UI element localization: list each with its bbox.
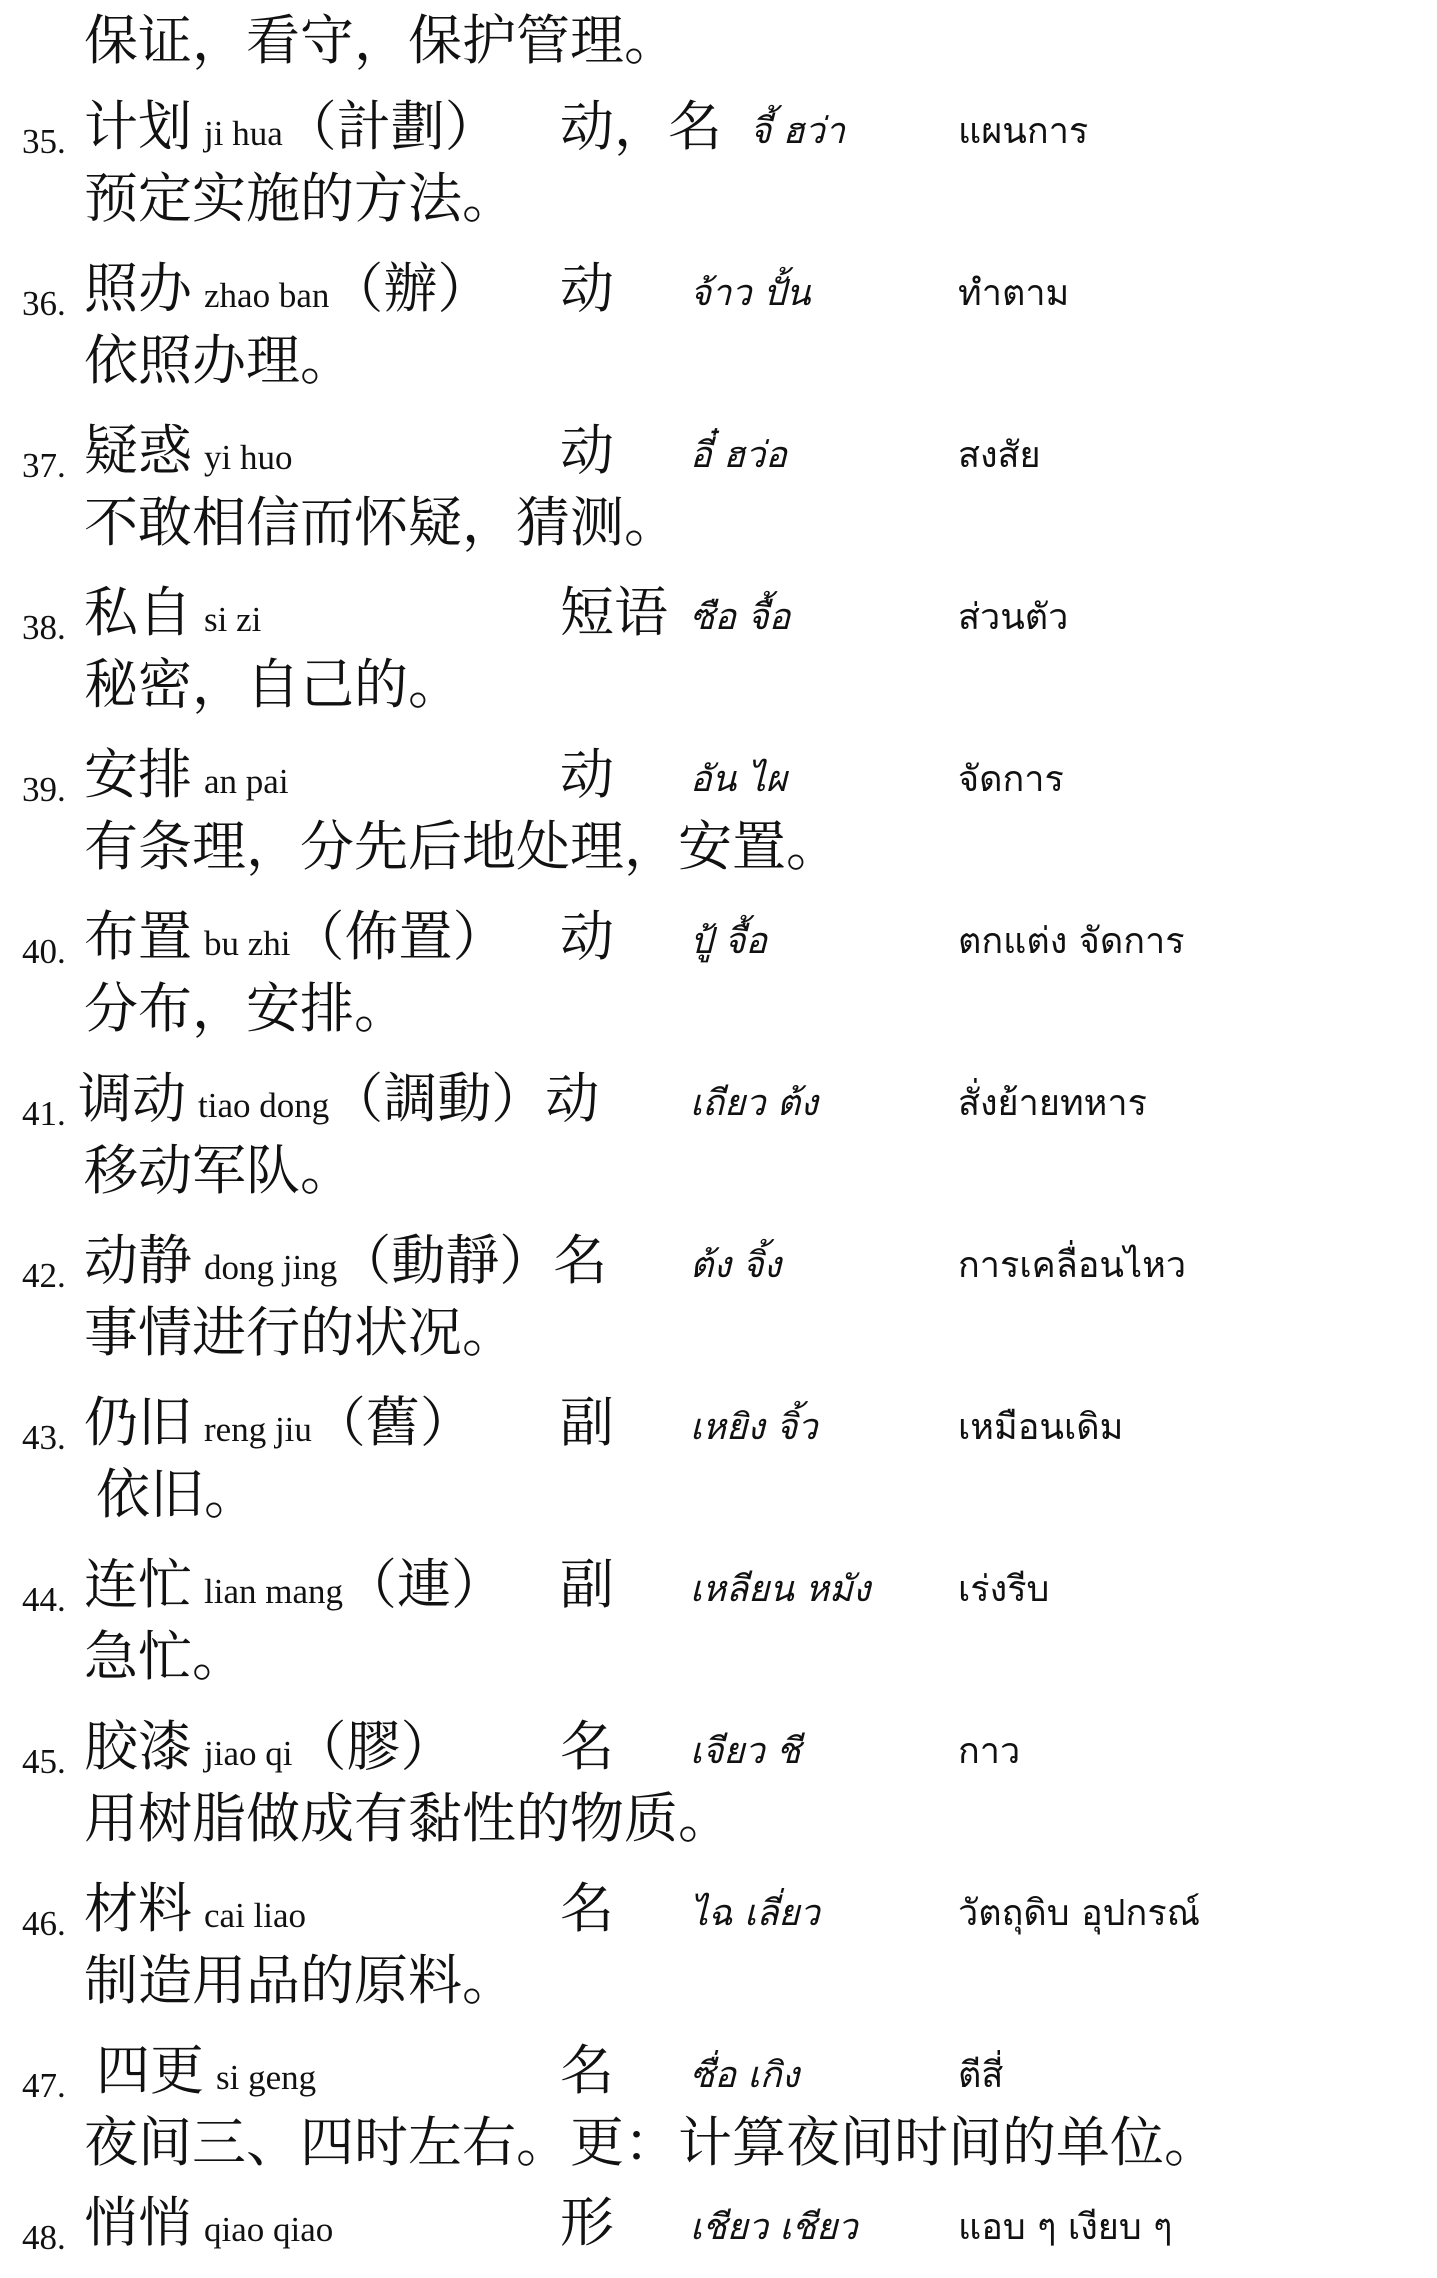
entry-number: 47. xyxy=(22,2066,66,2105)
thai-meaning: เร่งรีบ xyxy=(958,1569,1050,1610)
traditional-form: （連） xyxy=(343,1553,505,1616)
definition-text: 急忙。 xyxy=(84,1625,246,1688)
definition-text: 用树脂做成有黏性的物质。 xyxy=(84,1787,732,1850)
thai-pronunciation: ซือ จื้อ xyxy=(690,597,791,638)
pinyin: qiao qiao xyxy=(204,2210,334,2249)
headword-chars: 疑惑 xyxy=(84,419,192,482)
entry-number: 42. xyxy=(22,1256,66,1295)
definition-line-44 xyxy=(0,1622,1437,1712)
part-of-speech: 动，名 xyxy=(560,95,722,158)
pinyin: tiao dong xyxy=(198,1086,330,1125)
headword-chars: 计划 xyxy=(84,95,192,158)
traditional-form: （佈置） xyxy=(290,905,507,968)
entry-number: 37. xyxy=(22,446,66,485)
pinyin: dong jing xyxy=(204,1248,338,1287)
definition-text: 依旧。 xyxy=(96,1463,258,1526)
traditional-form: （舊） xyxy=(311,1391,474,1454)
pinyin: zhao ban xyxy=(204,276,330,315)
definition-line-37 xyxy=(0,488,1437,578)
part-of-speech: 动 xyxy=(560,905,614,968)
entry-number: 48. xyxy=(22,2218,66,2257)
definition-text: 有条理，分先后地处理，安置。 xyxy=(84,815,840,878)
headword-chars: 悄悄 xyxy=(84,2191,192,2254)
entry-number: 39. xyxy=(22,770,66,809)
traditional-form: （動靜） xyxy=(337,1229,554,1292)
pinyin: bu zhi xyxy=(204,924,291,963)
definition-line-39 xyxy=(0,812,1437,902)
definition-text: 移动军队。 xyxy=(84,1139,354,1202)
pinyin: cai liao xyxy=(204,1896,307,1935)
part-of-speech: 形 xyxy=(560,2191,614,2254)
headword-chars: 仍旧 xyxy=(84,1391,192,1454)
definition-text: 依照办理。 xyxy=(84,329,354,392)
part-of-speech: 名 xyxy=(560,1877,614,1940)
pinyin: reng jiu xyxy=(204,1410,312,1449)
entry-48 xyxy=(0,2188,1437,2278)
definition-text: 秘密，自己的。 xyxy=(84,653,462,716)
thai-pronunciation: อี๋ ฮว่อ xyxy=(690,435,787,476)
definition-line-42 xyxy=(0,1298,1437,1388)
definition-line-41 xyxy=(0,1136,1437,1226)
definition-text: 夜间三、四时左右。更：计算夜间时间的单位。 xyxy=(84,2111,1218,2174)
thai-meaning: แผนการ xyxy=(958,111,1089,152)
thai-pronunciation: เหยิง จิ้ว xyxy=(690,1407,818,1448)
thai-meaning: ทำตาม xyxy=(958,273,1070,314)
pinyin: an pai xyxy=(204,762,289,801)
definition-line-45 xyxy=(0,1784,1437,1874)
thai-meaning: สั่งย้ายทหาร xyxy=(958,1083,1147,1124)
thai-meaning: การเคลื่อนไหว xyxy=(958,1245,1187,1286)
headword-chars: 材料 xyxy=(84,1877,192,1940)
entry-number: 43. xyxy=(22,1418,66,1457)
headword xyxy=(84,1226,607,1303)
thai-meaning: สงสัย xyxy=(958,435,1041,476)
definition-line-46 xyxy=(0,1946,1437,2036)
entry-number: 38. xyxy=(22,608,66,647)
thai-meaning: แอบ ๆ เงียบ ๆ xyxy=(958,2207,1173,2248)
entry-number: 45. xyxy=(22,1742,66,1781)
headword xyxy=(84,254,491,331)
entry-number: 40. xyxy=(22,932,66,971)
entry-number: 44. xyxy=(22,1580,66,1619)
pinyin: lian mang xyxy=(204,1572,343,1611)
thai-meaning: จัดการ xyxy=(958,759,1064,800)
headword-chars: 照办 xyxy=(84,257,192,320)
part-of-speech: 动 xyxy=(545,1067,600,1130)
headword xyxy=(84,1388,474,1465)
headword-chars: 布置 xyxy=(84,905,192,968)
part-of-speech: 动 xyxy=(560,743,614,806)
thai-meaning: กาว xyxy=(958,1731,1021,1772)
thai-pronunciation: เจียว ชี xyxy=(690,1731,801,1772)
thai-pronunciation: เหลียน หมัง xyxy=(690,1569,871,1610)
thai-pronunciation: อัน ไผ xyxy=(690,759,787,800)
part-of-speech: 动 xyxy=(560,257,614,320)
entry-number: 35. xyxy=(22,122,66,161)
pinyin: jiao qi xyxy=(204,1734,293,1773)
headword-chars: 四更 xyxy=(96,2039,204,2102)
pinyin: yi huo xyxy=(204,438,293,477)
part-of-speech: 副 xyxy=(560,1391,614,1454)
definition-text: 保证，看守，保护管理。 xyxy=(84,9,678,72)
headword-chars: 调动 xyxy=(78,1067,186,1130)
definition-text: 事情进行的状况。 xyxy=(84,1301,516,1364)
definition-line-43 xyxy=(0,1460,1437,1550)
traditional-form: （辦） xyxy=(329,257,492,320)
thai-pronunciation: ต้ง จิ้ง xyxy=(690,1245,782,1286)
headword xyxy=(84,740,289,817)
headword xyxy=(84,902,507,979)
pinyin: ji hua xyxy=(204,114,283,153)
headword-chars: 动静 xyxy=(84,1229,192,1292)
definition-line-top xyxy=(0,0,1437,90)
part-of-speech: 名 xyxy=(560,2039,614,2102)
headword xyxy=(84,416,292,493)
headword xyxy=(84,92,499,169)
definition-line-38 xyxy=(0,650,1437,740)
thai-meaning: วัตถุดิบ อุปกรณ์ xyxy=(958,1893,1201,1934)
entry-number: 41. xyxy=(22,1094,66,1133)
thai-pronunciation: จี้ ฮว่า xyxy=(750,111,845,152)
definition-text: 不敢相信而怀疑，猜测。 xyxy=(84,491,678,554)
definition-text: 预定实施的方法。 xyxy=(84,167,516,230)
traditional-form: （調動） xyxy=(329,1067,546,1130)
headword-chars: 安排 xyxy=(84,743,192,806)
thai-pronunciation: เถียว ต้ง xyxy=(690,1083,818,1124)
entry-number: 36. xyxy=(22,284,66,323)
headword-chars: 胶漆 xyxy=(84,1715,192,1778)
part-of-speech: 动 xyxy=(560,419,614,482)
thai-pronunciation: ไฉ เลี่ยว xyxy=(690,1893,820,1934)
definition-line-36 xyxy=(0,326,1437,416)
headword-chars: 连忙 xyxy=(84,1553,192,1616)
part-of-speech: 副 xyxy=(560,1553,614,1616)
thai-pronunciation: เชียว เชียว xyxy=(690,2207,858,2248)
part-of-speech: 名 xyxy=(560,1715,614,1778)
headword xyxy=(84,2188,333,2265)
thai-meaning: เหมือนเดิม xyxy=(958,1407,1124,1448)
headword xyxy=(78,1064,599,1141)
definition-line-35 xyxy=(0,164,1437,254)
headword xyxy=(84,578,261,655)
part-of-speech: 名 xyxy=(553,1229,608,1292)
part-of-speech: 短语 xyxy=(560,581,668,644)
pinyin: si geng xyxy=(216,2058,317,2097)
thai-pronunciation: จ้าว ปั้น xyxy=(690,273,811,314)
pinyin: si zi xyxy=(204,600,262,639)
thai-pronunciation: ปู้ จื้อ xyxy=(690,921,768,962)
definition-line-40 xyxy=(0,974,1437,1064)
headword xyxy=(84,1874,306,1951)
traditional-form: （膠） xyxy=(292,1715,455,1778)
entry-number: 46. xyxy=(22,1904,66,1943)
thai-pronunciation: ซื่อ เกิง xyxy=(690,2055,800,2096)
thai-meaning: ตกแต่ง จัดการ xyxy=(958,921,1185,962)
headword xyxy=(96,2036,316,2113)
definition-line-47 xyxy=(0,2108,1437,2198)
traditional-form: （計劃） xyxy=(282,95,499,158)
headword-chars: 私自 xyxy=(84,581,192,644)
definition-text: 分布，安排。 xyxy=(84,977,408,1040)
definition-text: 制造用品的原料。 xyxy=(84,1949,516,2012)
thai-meaning: ส่วนตัว xyxy=(958,597,1069,638)
headword xyxy=(84,1712,454,1789)
headword xyxy=(84,1550,505,1627)
thai-meaning: ตีสี่ xyxy=(958,2055,1004,2096)
